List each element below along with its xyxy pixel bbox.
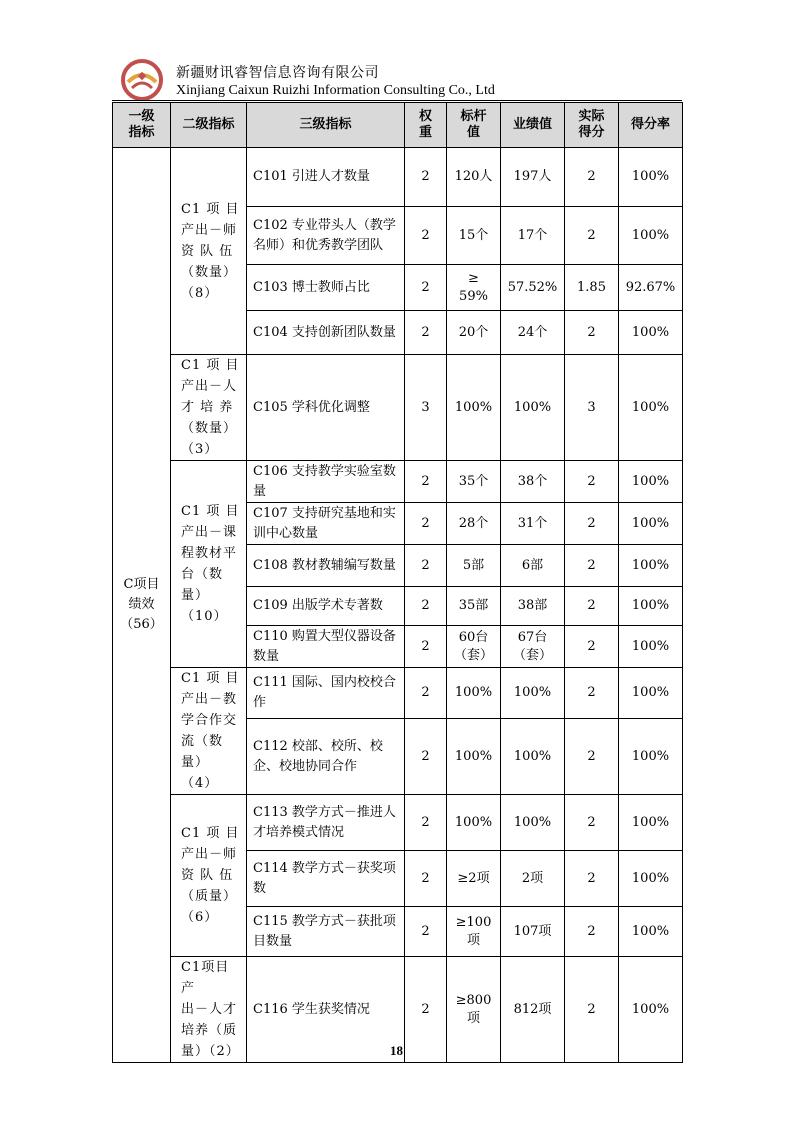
- performance-cell: 2项: [501, 851, 565, 907]
- score-cell: 2: [565, 207, 619, 265]
- level3-indicator: C107 支持研究基地和实训中心数量: [247, 503, 405, 545]
- level3-indicator: C108 教材教辅编写数量: [247, 545, 405, 587]
- table-row: [113, 148, 683, 207]
- weight-cell: 2: [405, 851, 447, 907]
- performance-cell: 100%: [501, 719, 565, 795]
- weight-cell: 2: [405, 503, 447, 545]
- col-header-rate: 得分率: [619, 103, 683, 148]
- benchmark-cell: ≥100 项: [447, 907, 501, 957]
- rate-cell: 100%: [619, 957, 683, 1063]
- weight-cell: 3: [405, 355, 447, 461]
- col-header-level2: 二级指标: [171, 103, 247, 148]
- level2-indicator: C1 项 目 产出－师 资 队 伍 （质量） （6）: [171, 795, 247, 957]
- rate-cell: 100%: [619, 503, 683, 545]
- performance-cell: 100%: [501, 795, 565, 851]
- performance-cell: 100%: [501, 355, 565, 461]
- weight-cell: 2: [405, 311, 447, 355]
- rate-cell: 100%: [619, 461, 683, 503]
- level3-indicator: C116 学生获奖情况: [247, 957, 405, 1063]
- performance-table: [112, 102, 683, 1063]
- level3-indicator: C112 校部、校所、校企、校地协同合作: [247, 719, 405, 795]
- rate-cell: 100%: [619, 668, 683, 719]
- weight-cell: 2: [405, 265, 447, 311]
- weight-cell: 2: [405, 907, 447, 957]
- level2-indicator: C1项目产 出－人才 培养（质 量）（2）: [171, 957, 247, 1063]
- benchmark-cell: ≥800 项: [447, 957, 501, 1063]
- performance-cell: 31个: [501, 503, 565, 545]
- weight-cell: 2: [405, 719, 447, 795]
- rate-cell: 100%: [619, 355, 683, 461]
- score-cell: 2: [565, 461, 619, 503]
- rate-cell: 100%: [619, 907, 683, 957]
- col-header-performance: 业绩值: [501, 103, 565, 148]
- level3-indicator: C103 博士教师占比: [247, 265, 405, 311]
- weight-cell: 2: [405, 148, 447, 207]
- performance-cell: 6部: [501, 545, 565, 587]
- score-cell: 2: [565, 795, 619, 851]
- level2-indicator: C1 项 目 产出－课 程教材平 台（数量） （10）: [171, 461, 247, 668]
- weight-cell: 2: [405, 545, 447, 587]
- performance-cell: 38个: [501, 461, 565, 503]
- table-header-row: [113, 103, 683, 148]
- benchmark-cell: ≥2项: [447, 851, 501, 907]
- weight-cell: 2: [405, 207, 447, 265]
- score-cell: 3: [565, 355, 619, 461]
- level3-indicator: C104 支持创新团队数量: [247, 311, 405, 355]
- score-cell: 1.85: [565, 265, 619, 311]
- level3-indicator: C114 教学方式－获奖项数: [247, 851, 405, 907]
- performance-cell: 812项: [501, 957, 565, 1063]
- level3-indicator: C105 学科优化调整: [247, 355, 405, 461]
- level3-indicator: C113 教学方式－推进人才培养模式情况: [247, 795, 405, 851]
- score-cell: 2: [565, 907, 619, 957]
- company-name-en: Xinjiang Caixun Ruizhi Information Consulting Co., Ltd: [176, 83, 495, 98]
- score-cell: 2: [565, 587, 619, 626]
- col-header-level1: 一级 指标: [113, 103, 171, 148]
- weight-cell: 2: [405, 587, 447, 626]
- rate-cell: 100%: [619, 148, 683, 207]
- score-cell: 2: [565, 957, 619, 1063]
- table-row: [113, 668, 683, 719]
- level3-indicator: C111 国际、国内校校合作: [247, 668, 405, 719]
- score-cell: 2: [565, 719, 619, 795]
- benchmark-cell: 100%: [447, 355, 501, 461]
- score-cell: 2: [565, 148, 619, 207]
- benchmark-cell: 28个: [447, 503, 501, 545]
- benchmark-cell: 35部: [447, 587, 501, 626]
- score-cell: 2: [565, 503, 619, 545]
- level1-indicator: C项目 绩效 （56）: [113, 148, 171, 1063]
- benchmark-cell: 100%: [447, 795, 501, 851]
- table-row: [113, 795, 683, 851]
- score-cell: 2: [565, 668, 619, 719]
- weight-cell: 2: [405, 668, 447, 719]
- benchmark-cell: 100%: [447, 719, 501, 795]
- level3-indicator: C115 教学方式－获批项目数量: [247, 907, 405, 957]
- benchmark-cell: 35个: [447, 461, 501, 503]
- score-cell: 2: [565, 851, 619, 907]
- rate-cell: 100%: [619, 719, 683, 795]
- score-cell: 2: [565, 311, 619, 355]
- weight-cell: 2: [405, 957, 447, 1063]
- benchmark-cell: ≥ 59%: [447, 265, 501, 311]
- col-header-benchmark: 标杆 值: [447, 103, 501, 148]
- rate-cell: 100%: [619, 311, 683, 355]
- benchmark-cell: 15个: [447, 207, 501, 265]
- performance-cell: 24个: [501, 311, 565, 355]
- performance-cell: 57.52%: [501, 265, 565, 311]
- page-number: 18: [390, 1043, 403, 1058]
- page-header: [0, 0, 793, 103]
- benchmark-cell: 5部: [447, 545, 501, 587]
- weight-cell: 2: [405, 795, 447, 851]
- company-logo-icon: [120, 58, 164, 102]
- rate-cell: 100%: [619, 545, 683, 587]
- score-cell: 2: [565, 545, 619, 587]
- score-cell: 2: [565, 626, 619, 668]
- benchmark-cell: 100%: [447, 668, 501, 719]
- header-divider: [112, 100, 682, 101]
- rate-cell: 100%: [619, 587, 683, 626]
- level2-indicator: C1 项 目 产出－教 学合作交 流（数量） （4）: [171, 668, 247, 795]
- col-header-level3: 三级指标: [247, 103, 405, 148]
- level3-indicator: C110 购置大型仪器设备数量: [247, 626, 405, 668]
- performance-cell: 197人: [501, 148, 565, 207]
- benchmark-cell: 60台 （套）: [447, 626, 501, 668]
- table-row: [113, 461, 683, 503]
- col-header-weight: 权 重: [405, 103, 447, 148]
- performance-cell: 100%: [501, 668, 565, 719]
- level3-indicator: C101 引进人才数量: [247, 148, 405, 207]
- benchmark-cell: 20个: [447, 311, 501, 355]
- rate-cell: 100%: [619, 626, 683, 668]
- performance-cell: 17个: [501, 207, 565, 265]
- performance-cell: 67台 （套）: [501, 626, 565, 668]
- company-name-cn: 新疆财讯睿智信息咨询有限公司: [176, 65, 379, 81]
- weight-cell: 2: [405, 461, 447, 503]
- rate-cell: 92.67%: [619, 265, 683, 311]
- level2-indicator: C1 项 目 产出－师 资 队 伍 （数量） （8）: [171, 148, 247, 355]
- level3-indicator: C109 出版学术专著数: [247, 587, 405, 626]
- level3-indicator: C106 支持教学实验室数量: [247, 461, 405, 503]
- rate-cell: 100%: [619, 795, 683, 851]
- weight-cell: 2: [405, 626, 447, 668]
- level3-indicator: C102 专业带头人（教学名师）和优秀教学团队: [247, 207, 405, 265]
- rate-cell: 100%: [619, 207, 683, 265]
- col-header-score: 实际 得分: [565, 103, 619, 148]
- performance-cell: 107项: [501, 907, 565, 957]
- performance-cell: 38部: [501, 587, 565, 626]
- level2-indicator: C1 项 目 产出－人 才 培 养 （数量） （3）: [171, 355, 247, 461]
- table-row: [113, 355, 683, 461]
- rate-cell: 100%: [619, 851, 683, 907]
- benchmark-cell: 120人: [447, 148, 501, 207]
